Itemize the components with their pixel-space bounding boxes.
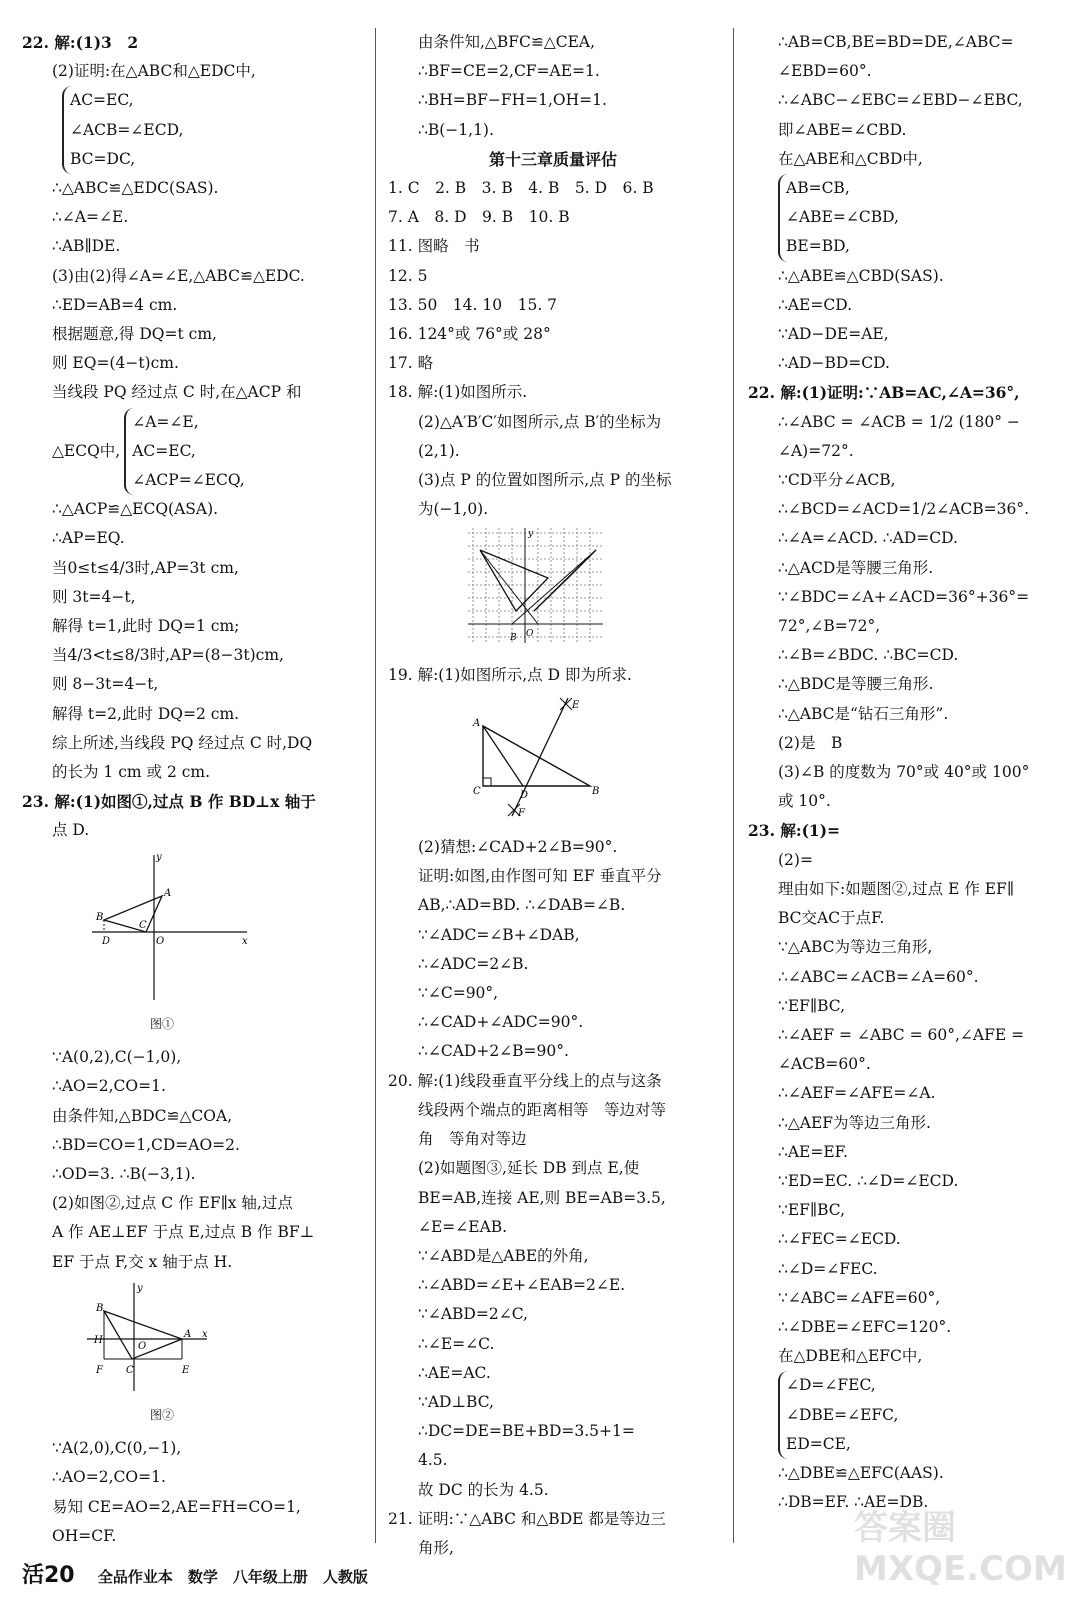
column-3 xyxy=(748,28,1063,1517)
grid-figure xyxy=(468,528,718,656)
text-line: 解得 t=1,此时 DQ=1 cm; xyxy=(52,617,240,636)
text-line: ∠EBD=60°. xyxy=(778,62,872,81)
text-line: 当4/3<t≤8/3时,AP=(8−3t)cm, xyxy=(52,646,284,665)
text-line: 在△DBE和△EFC中, xyxy=(778,1347,923,1366)
text-line: ∵∠C=90°, xyxy=(418,984,499,1003)
text-line: AC=EC, xyxy=(132,441,196,460)
text-line: ∴∠ABD=∠E+∠EAB=2∠E. xyxy=(418,1276,626,1295)
text-line: 11. 图略 书 xyxy=(388,237,480,256)
svg-text:B: B xyxy=(96,1302,104,1314)
page-number: 活20 xyxy=(22,1563,75,1588)
text-line: ∴BF=CE=2,CF=AE=1. xyxy=(418,62,600,81)
text-line: ∴∠ABC=∠ACB=∠A=60°. xyxy=(778,967,979,986)
text-line: ∠ABE=∠CBD, xyxy=(786,208,899,227)
text-line: 72°,∠B=72°, xyxy=(778,617,881,636)
text-line: 综上所述,当线段 PQ 经过点 C 时,DQ xyxy=(52,733,313,752)
equation-system xyxy=(62,86,367,174)
text-line: ∴∠E=∠C. xyxy=(418,1334,495,1353)
text-line: ∵EF∥BC, xyxy=(778,996,846,1015)
text-line: 则 3t=4−t, xyxy=(52,587,136,606)
text-line: ED=CE, xyxy=(786,1434,851,1453)
text-line: 由条件知,△BFC≌△CEA, xyxy=(418,33,596,51)
watermark-logo: 答案圈 MXQE.COM xyxy=(854,1508,1067,1589)
text-line: ∴△ACP≌△ECQ(ASA). xyxy=(52,500,219,519)
text-line: 线段两个端点的距离相等 等边对等 xyxy=(418,1100,667,1119)
text-line: 解得 t=2,此时 DQ=2 cm. xyxy=(52,704,240,723)
text-line: (2)如题图③,延长 DB 到点 E,使 xyxy=(418,1159,640,1178)
svg-text:E: E xyxy=(182,1364,190,1376)
text-line: ∴∠AEF=∠AFE=∠A. xyxy=(778,1084,936,1103)
svg-text:B: B xyxy=(96,911,104,923)
text-line: (2)证明:在△ABC和△EDC中, xyxy=(52,62,256,81)
text-line: 或 10°. xyxy=(778,792,831,811)
svg-text:x: x xyxy=(242,935,248,947)
text-line: AB=CB, xyxy=(786,179,850,198)
text-line: ∴∠CAD+2∠B=90°. xyxy=(418,1042,569,1061)
text-line: ∴AE=AC. xyxy=(418,1363,491,1382)
svg-text:D: D xyxy=(520,789,529,801)
svg-text:F: F xyxy=(96,1364,103,1376)
text-line: ∵EF∥BC, xyxy=(778,1201,846,1220)
svg-text:O: O xyxy=(156,935,165,947)
construction-diagram xyxy=(468,694,608,819)
svg-text:x: x xyxy=(202,1328,208,1340)
figure-caption: 图② xyxy=(149,1407,174,1422)
text-line: 根据题意,得 DQ=t cm, xyxy=(52,325,217,344)
figure-2 xyxy=(82,1281,367,1430)
text-line: ∵∠ABC=∠AFE=60°, xyxy=(778,1288,941,1307)
text-line: ∵CD平分∠ACB, xyxy=(778,471,896,490)
text-line: 即∠ABE=∠CBD. xyxy=(778,120,907,139)
text-line: (3)由(2)得∠A=∠E,△ABC≌△EDC. xyxy=(52,266,305,285)
text-line: ∵AD⊥BC, xyxy=(418,1392,494,1411)
text-line: ∴∠A=∠E. xyxy=(52,208,129,227)
text-line: ∴BD=CO=1,CD=AO=2. xyxy=(52,1135,240,1154)
svg-text:y: y xyxy=(137,1282,143,1294)
svg-text:y: y xyxy=(528,529,534,540)
text-line: 19. 解:(1)如图所示,点 D 即为所求. xyxy=(388,665,632,684)
text-line: ∴AB∥DE. xyxy=(52,237,121,256)
column-divider xyxy=(375,28,376,1543)
text-line: ∴DB=EF. ∴AE=DB. xyxy=(778,1493,929,1512)
text-line: 易知 CE=AO=2,AE=FH=CO=1, xyxy=(52,1497,301,1516)
text-line: 证明:如图,由作图可知 EF 垂直平分 xyxy=(418,867,662,886)
text-line: (3)∠B 的度数为 70°或 40°或 100° xyxy=(778,763,1030,782)
section-heading: 第十三章质量评估 xyxy=(488,149,617,169)
text-line: OH=CF. xyxy=(52,1526,117,1545)
equation-system xyxy=(124,408,244,496)
text-line: ∴∠ABC = ∠ACB = 1/2 (180° − xyxy=(778,412,1020,431)
text-line: 18. 解:(1)如图所示. xyxy=(388,383,528,402)
text-line: ∴∠ADC=2∠B. xyxy=(418,954,529,973)
text-line: ∵A(0,2),C(−1,0), xyxy=(52,1048,182,1067)
svg-text:A: A xyxy=(184,1328,192,1340)
text-line: ∴△BDC是等腰三角形. xyxy=(778,675,934,694)
text-line: 为(−1,0). xyxy=(418,500,489,519)
text-line: 12. 5 xyxy=(388,266,428,285)
text-line: ∴∠B=∠BDC. ∴BC=CD. xyxy=(778,646,959,665)
text-line: ∵ED=EC. ∴∠D=∠ECD. xyxy=(778,1171,959,1190)
text-line: 20. 解:(1)线段垂直平分线上的点与这条 xyxy=(388,1071,662,1090)
text-line: EF 于点 F,交 x 轴于点 H. xyxy=(52,1252,233,1271)
text-line: ∴DC=DE=BE+BD=3.5+1= xyxy=(418,1422,635,1441)
text-line: ∴∠BCD=∠ACD=1/2∠ACB=36°. xyxy=(778,500,1030,519)
text-line: 角形, xyxy=(418,1538,454,1557)
text-line: 角 等角对等边 xyxy=(418,1130,527,1149)
text-line: 16. 124°或 76°或 28° xyxy=(388,325,551,344)
text-line: ∠A=∠E, xyxy=(132,412,199,431)
text-line: ∴ED=AB=4 cm. xyxy=(52,295,178,314)
construction-figure xyxy=(468,694,718,829)
text-line: ∴∠A=∠ACD. ∴AD=CD. xyxy=(778,529,958,548)
text-line: ∠ACB=60°. xyxy=(778,1055,871,1074)
text-line: ∵∠ABD是△ABE的外角, xyxy=(418,1246,589,1265)
svg-text:C: C xyxy=(139,919,147,931)
column-2 xyxy=(388,28,718,1563)
text-line: ∠E=∠EAB. xyxy=(418,1217,508,1236)
text-line: ∴∠AEF = ∠ABC = 60°,∠AFE = xyxy=(778,1025,1025,1044)
text-line: 1. C 2. B 3. B 4. B 5. D 6. B xyxy=(388,179,654,198)
text-line: (2,1). xyxy=(418,441,460,460)
text-line: ∵AD−DE=AE, xyxy=(778,325,889,344)
text-line: ∴△ACD是等腰三角形. xyxy=(778,558,934,577)
svg-text:F: F xyxy=(518,807,525,819)
text-line: ∴∠CAD+∠ADC=90°. xyxy=(418,1013,584,1032)
figure-caption: 图① xyxy=(149,1016,174,1031)
text-line: ∠ACP=∠ECQ, xyxy=(132,471,245,490)
text-line: 7. A 8. D 9. B 10. B xyxy=(388,208,570,227)
text-line: 23. 解:(1)如图①,过点 B 作 BD⊥x 轴于 xyxy=(22,792,316,812)
text-line: ∠DBE=∠EFC, xyxy=(786,1405,899,1424)
svg-text:D: D xyxy=(102,935,111,947)
text-line: AC=EC, xyxy=(70,91,134,110)
text-line: 22. 解:(1)证明:∵AB=AC,∠A=36°, xyxy=(748,383,1020,403)
text-line: 理由如下:如题图②,过点 E 作 EF∥ xyxy=(778,879,1014,898)
text-line: 则 8−3t=4−t, xyxy=(52,675,159,694)
text-line: ∴BH=BF−FH=1,OH=1. xyxy=(418,91,607,110)
text-line: ∴AO=2,CO=1. xyxy=(52,1077,166,1096)
text-line: BE=BD, xyxy=(786,237,850,256)
svg-text:E: E xyxy=(572,699,580,711)
text-line: 由条件知,△BDC≌△COA, xyxy=(52,1106,233,1125)
text-line: ∵∠ADC=∠B+∠DAB, xyxy=(418,925,580,944)
svg-text:A: A xyxy=(164,887,172,899)
coordinate-diagram-1 xyxy=(82,850,252,1000)
svg-text:B: B xyxy=(592,785,600,797)
text-line: BC=DC, xyxy=(70,149,136,168)
text-line: ∵A(2,0),C(0,−1), xyxy=(52,1439,182,1458)
text-line: BC交AC于点F. xyxy=(778,909,885,928)
text-line: ∠A)=72°. xyxy=(778,441,854,460)
svg-text:O: O xyxy=(138,1340,147,1352)
text-line: 的长为 1 cm 或 2 cm. xyxy=(52,763,211,782)
text-line: ∴△ABC是“钻石三角形”. xyxy=(778,704,949,723)
footer-text: 全品作业本 数学 八年级上册 人教版 xyxy=(97,1568,368,1586)
text-line: 当线段 PQ 经过点 C 时,在△ACP 和 xyxy=(52,383,302,402)
column-divider xyxy=(733,28,734,1543)
text-line: (2)如图②,过点 C 作 EF∥x 轴,过点 xyxy=(52,1194,293,1213)
text-line: ∴AE=EF. xyxy=(778,1142,848,1161)
text-line: ∴AE=CD. xyxy=(778,295,853,314)
text-line: ∴△ABC≌△EDC(SAS). xyxy=(52,179,219,198)
grid-diagram xyxy=(468,528,608,646)
text-line: ∴△AEF为等边三角形. xyxy=(778,1113,931,1132)
svg-text:A: A xyxy=(473,717,481,729)
text-line: 4.5. xyxy=(418,1451,448,1470)
page-footer xyxy=(22,1558,368,1589)
text-line: ∠ACB=∠ECD, xyxy=(70,120,184,139)
text-line: ∴△ABE≌△CBD(SAS). xyxy=(778,266,944,285)
text-line: ∴AD−BD=CD. xyxy=(778,354,890,373)
text-line: (2)是 B xyxy=(778,733,843,752)
text-line: ∴AP=EQ. xyxy=(52,529,125,548)
text-line: △ECQ中, xyxy=(52,441,121,460)
text-line: 23. 解:(1)= xyxy=(748,821,841,841)
svg-text:y: y xyxy=(156,851,162,863)
text-line: 当0≤t≤4/3时,AP=3t cm, xyxy=(52,558,239,577)
text-line: 点 D. xyxy=(52,821,90,840)
text-line: ∠D=∠FEC, xyxy=(786,1376,876,1395)
column-1 xyxy=(22,28,367,1551)
text-line: 17. 略 xyxy=(388,354,434,373)
text-line: ∴AO=2,CO=1. xyxy=(52,1468,166,1487)
text-line: ∴∠ABC−∠EBC=∠EBD−∠EBC, xyxy=(778,91,1023,110)
text-line: ∴B(−1,1). xyxy=(418,120,494,139)
text-line: 故 DC 的长为 4.5. xyxy=(418,1480,549,1499)
text-line: ∴△DBE≌△EFC(AAS). xyxy=(778,1463,944,1482)
text-line: BE=AB,连接 AE,则 BE=AB=3.5, xyxy=(418,1188,666,1207)
text-line: AB,∴AD=BD. ∴∠DAB=∠B. xyxy=(418,896,626,915)
equation-system-row xyxy=(22,408,367,496)
text-line: ∴∠FEC=∠ECD. xyxy=(778,1230,901,1249)
text-line: (2)= xyxy=(778,850,813,869)
svg-text:O: O xyxy=(526,629,534,640)
text-line: 在△ABE和△CBD中, xyxy=(778,149,923,168)
text-line: (3)点 P 的位置如图所示,点 P 的坐标 xyxy=(418,471,672,490)
svg-text:H: H xyxy=(94,1334,103,1346)
text-line: 13. 50 14. 10 15. 7 xyxy=(388,295,558,314)
text-line: ∴AB=CB,BE=BD=DE,∠ABC= xyxy=(778,33,1014,51)
text-line: 22. 解:(1)3 2 xyxy=(22,33,139,52)
text-line: ∵△ABC为等边三角形, xyxy=(778,938,933,957)
text-line: ∴∠DBE=∠EFC=120°. xyxy=(778,1317,952,1336)
text-line: ∵∠BDC=∠A+∠ACD=36°+36°= xyxy=(778,587,1030,606)
equation-system xyxy=(778,1371,1063,1459)
text-line: ∵∠ABD=2∠C, xyxy=(418,1305,528,1324)
text-line: 则 EQ=(4−t)cm. xyxy=(52,354,179,373)
text-line: 21. 证明:∵△ABC 和△BDE 都是等边三 xyxy=(388,1509,666,1528)
svg-text:B: B xyxy=(510,633,517,644)
svg-text:C: C xyxy=(126,1364,134,1376)
text-line: (2)△A′B′C′如图所示,点 B′的坐标为 xyxy=(418,412,662,431)
svg-text:C: C xyxy=(473,785,481,797)
text-line: A 作 AE⊥EF 于点 E,过点 B 作 BF⊥ xyxy=(52,1223,315,1242)
figure-1 xyxy=(82,850,367,1039)
text-line: ∴∠D=∠FEC. xyxy=(778,1259,878,1278)
coordinate-diagram-2 xyxy=(82,1281,242,1391)
text-line: (2)猜想:∠CAD+2∠B=90°. xyxy=(418,838,618,857)
text-line: ∴OD=3. ∴B(−3,1). xyxy=(52,1164,196,1183)
equation-system xyxy=(778,174,1063,262)
